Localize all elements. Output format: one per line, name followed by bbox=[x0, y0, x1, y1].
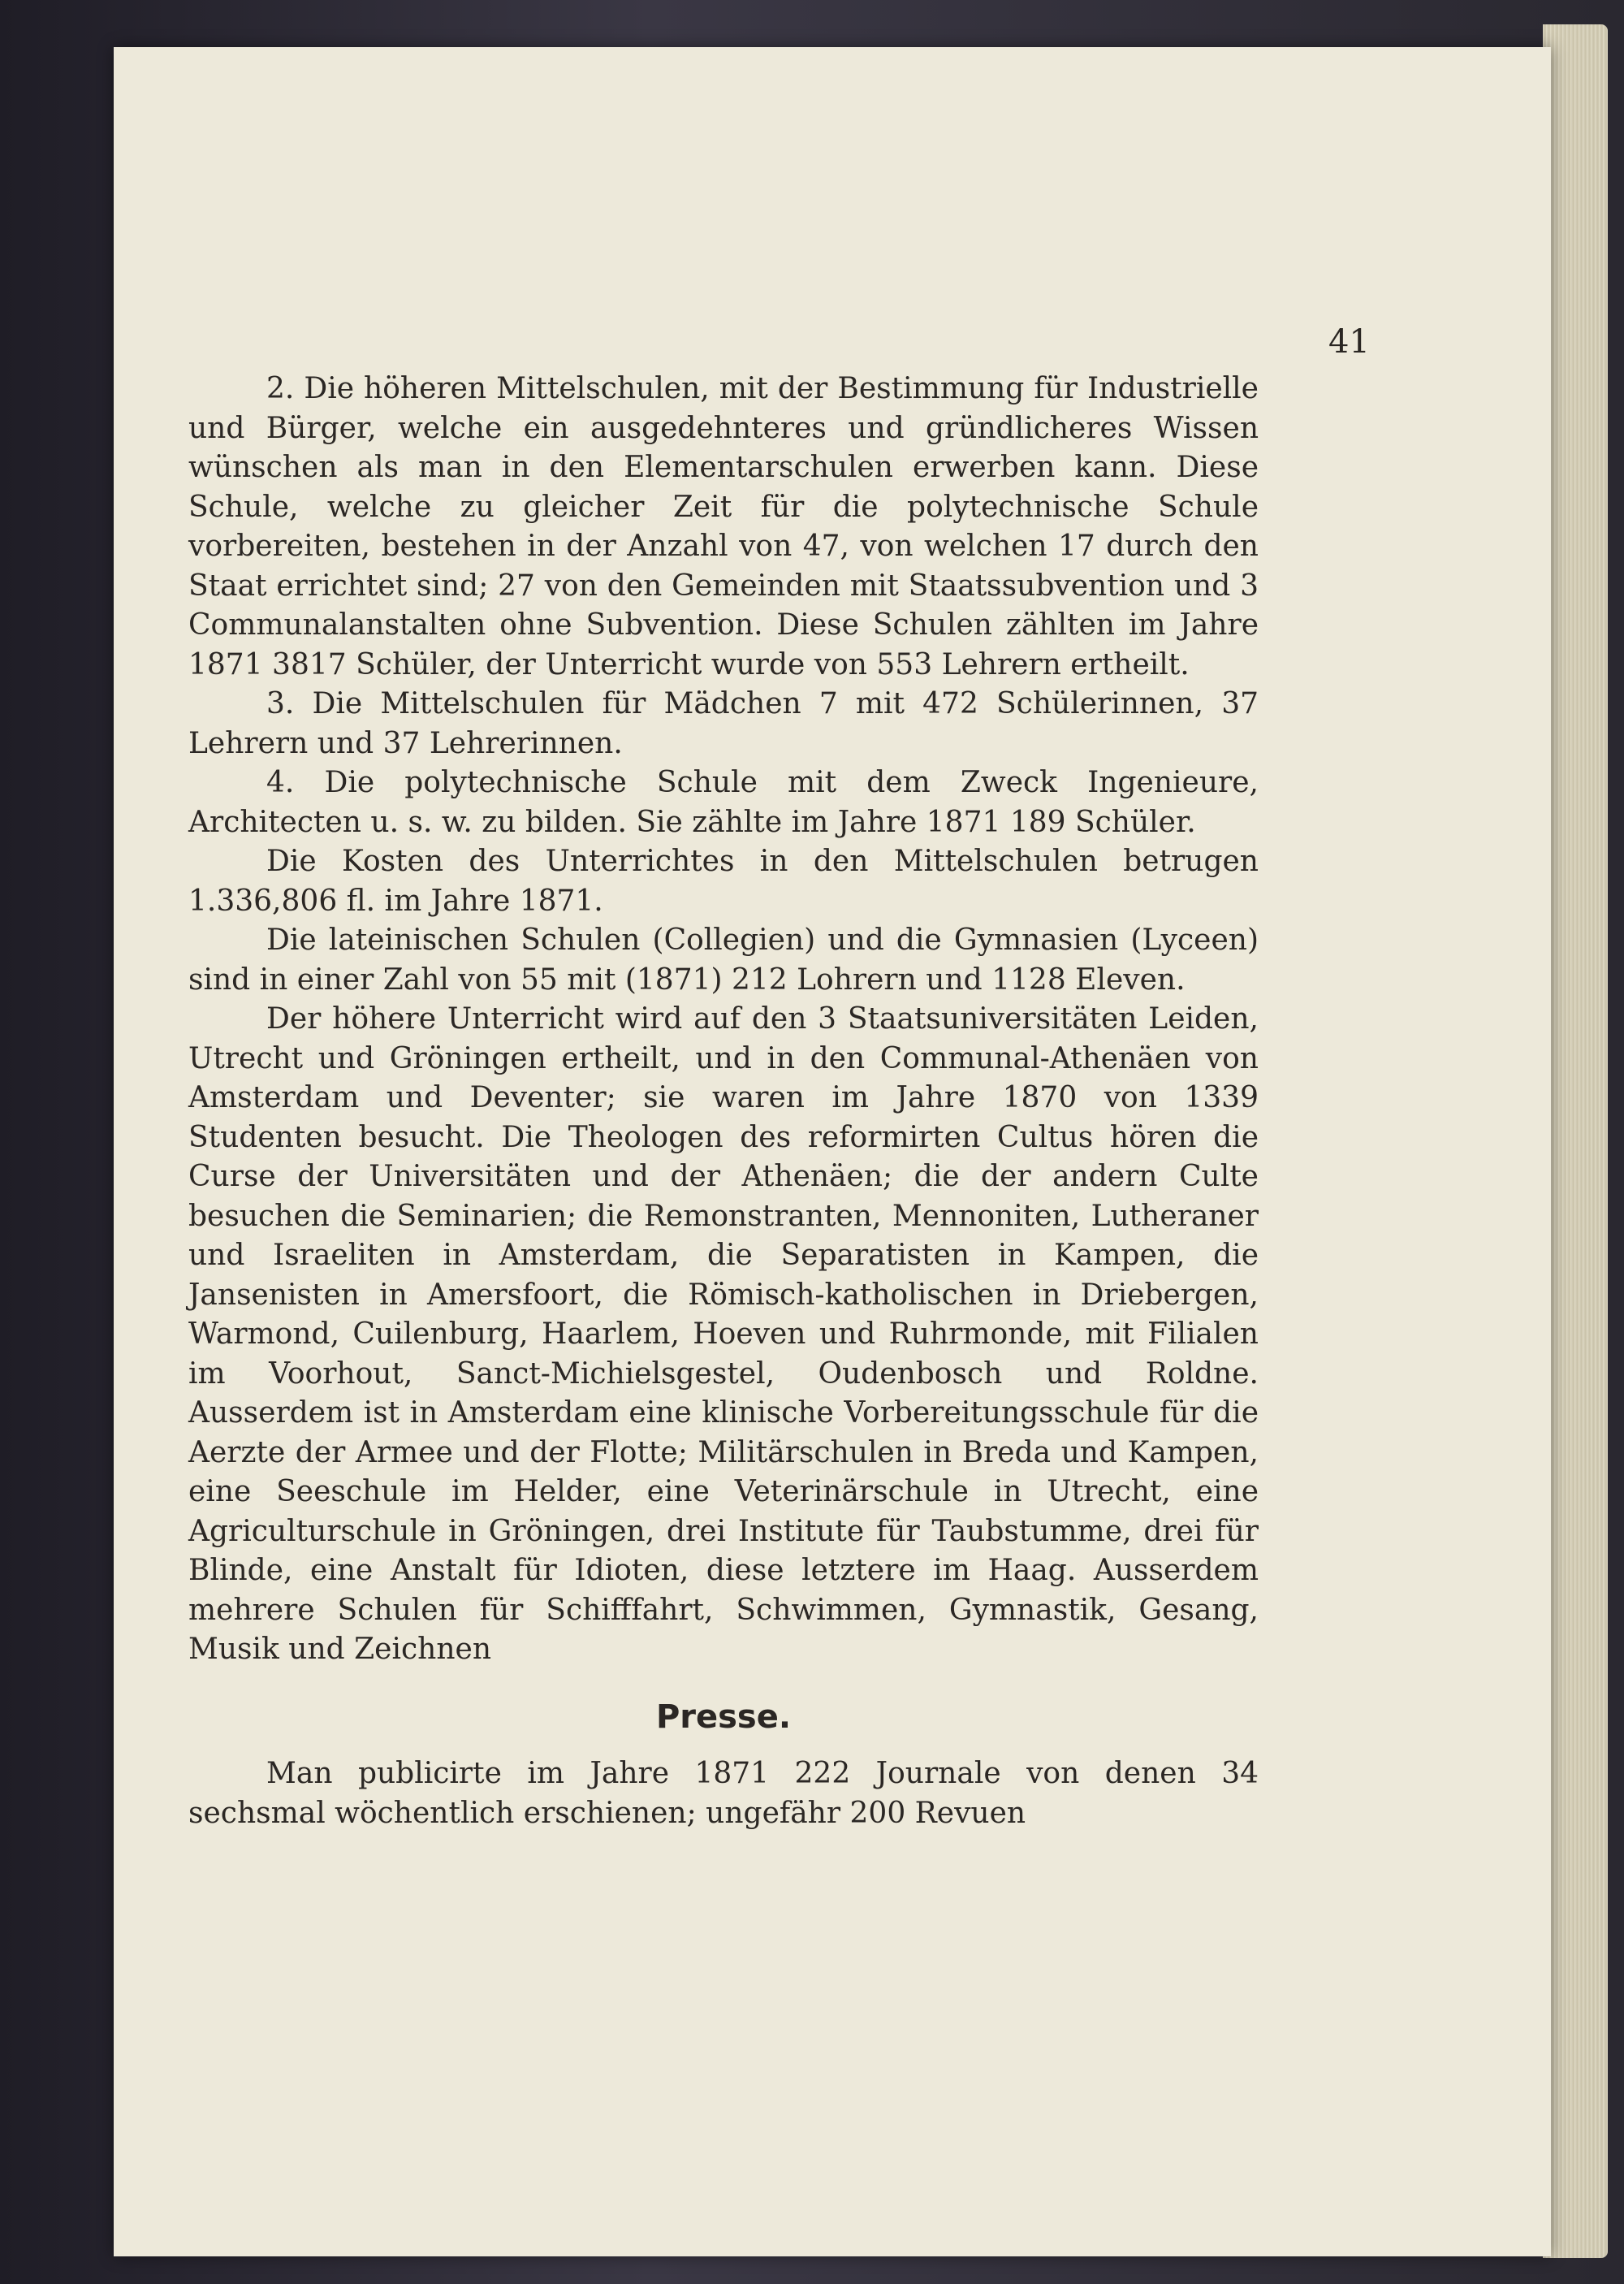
paragraph-lateinische: Die lateinischen Schulen (Collegien) und die Gymnasien (Lyceen) sind in einer Zahl von 55 mit (1871) 212 Lohrern und 1128 Eleven. bbox=[188, 924, 1259, 997]
text-body bbox=[188, 370, 1259, 1833]
paragraph-maedchen: 3. Die Mittelschulen für Mädchen 7 mit 472 Schülerinnen, 37 Lehrern und 37 Lehrerinnen. bbox=[188, 687, 1259, 760]
page-number: 41 bbox=[1328, 323, 1370, 361]
page-edges bbox=[1543, 24, 1608, 2258]
paragraph-presse: Man publicirte im Jahre 1871 222 Journale von denen 34 sechsmal wöchentlich erschienen; ungefähr 200 Revuen bbox=[188, 1757, 1259, 1830]
paragraph-kosten: Die Kosten des Unterrichtes in den Mittelschulen betrugen 1.336,806 fl. im Jahre 1871. bbox=[188, 845, 1259, 918]
paragraph-mittelschulen: 2. Die höheren Mittelschulen, mit der Bestimmung für Industrielle und Bürger, welche ein ausgedehnteres und gründlicheres Wissen wünschen als man in den Elementarschulen erwerben kann. Diese Schule, welche zu gleicher Zeit für die polytechnische Schule vorbereiten, bestehen in der Anzahl von 47, von welchen 17 durch den Staat errichtet sind; 27 von den Gemeinden mit Staatssubvention und 3 Communalanstalten ohne Subvention. Diese Schulen zählten im Jahre 1871 3817 Schüler, der Unterricht wurde von 553 Lehrern ertheilt. bbox=[188, 372, 1259, 681]
paragraph-polytechnische: 4. Die polytechnische Schule mit dem Zweck Ingenieure, Architecten u. s. w. zu bilden. Sie zählte im Jahre 1871 189 Schüler. bbox=[188, 766, 1259, 839]
section-heading-presse: Presse. bbox=[655, 1698, 792, 1736]
paragraph-hoehere-unterricht: Der höhere Unterricht wird auf den 3 Staatsuniversitäten Leiden, Utrecht und Gröningen ertheilt, und in den Communal-Athenäen von Amsterdam und Deventer; sie waren im Jahre 1870 von 1339 Studenten besucht. Die Theologen des reformirten Cultus hören die Curse der Universitäten und der Athenäen; die der andern Culte besuchen die Seminarien; die Remonstranten, Mennoniten, Lutheraner und Israeliten in Amsterdam, die Separatisten in Kampen, die Jansenisten in Amersfoort, die Römisch-katholischen in Driebergen, Warmond, Cuilenburg, Haarlem, Hoeven und Ruhrmonde, mit Filialen im Voorhout, Sanct-Michielsgestel, Oudenbosch und Roldne. Ausserdem ist in Amsterdam eine klinische Vorbereitungsschule für die Aerzte der Armee und der Flotte; Militärschulen in Breda und Kampen, eine Seeschule im Helder, eine Veterinärschule in Utrecht, eine Agriculturschule in Gröningen, drei Institute für Taubstumme, drei für Blinde, eine Anstalt für Idioten, diese letztere im Haag. Ausserdem mehrere Schulen für Schifffahrt, Schwimmen, Gymnastik, Gesang, Musik und Zeichnen bbox=[188, 1002, 1259, 1666]
